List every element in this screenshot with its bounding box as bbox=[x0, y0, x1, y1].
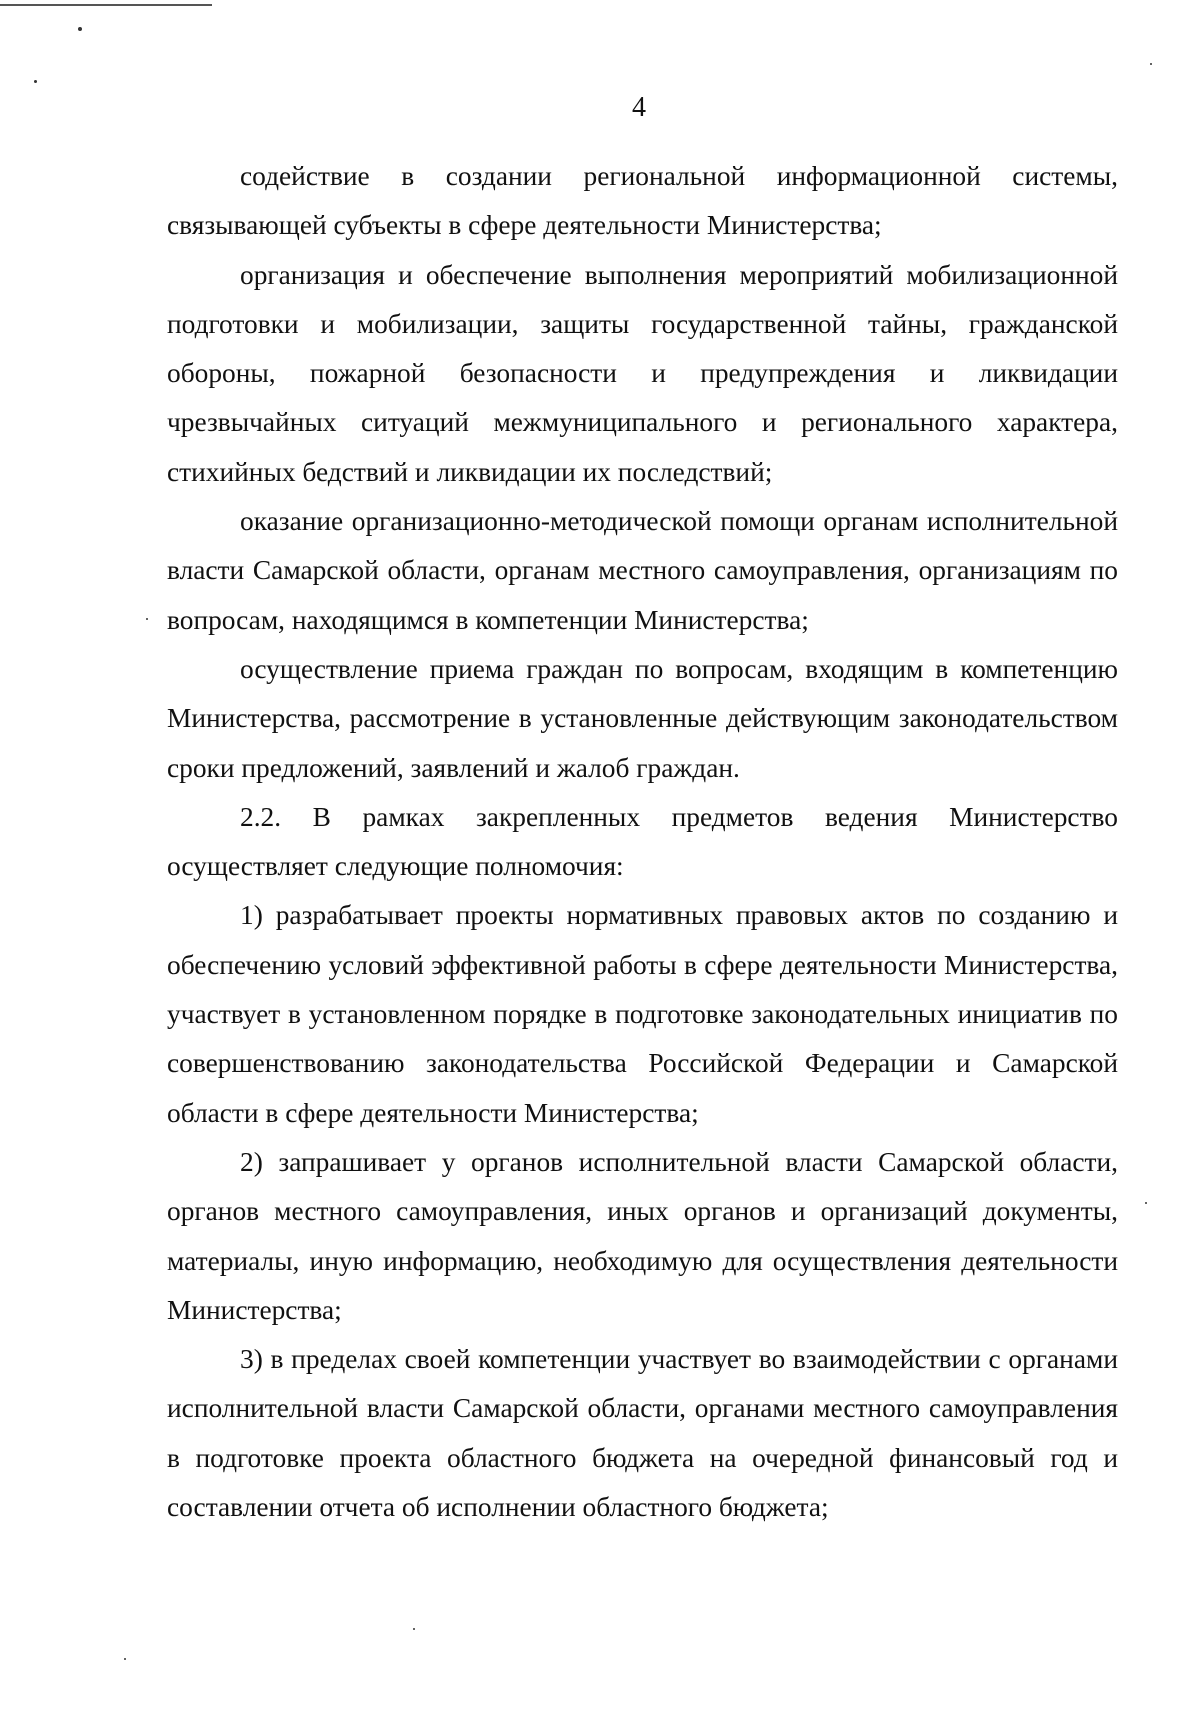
scan-speck bbox=[1150, 63, 1152, 65]
scan-speck bbox=[413, 1628, 415, 1630]
scan-speck bbox=[34, 80, 37, 83]
paragraph-item-3: 3) в пределах своей компетенции участвует во взаимодействии с органами исполнительной власти Самарской области, органами местного самоуправления в подготовке проекта областного бюджета на очередной финансовый год и составлении отчета об исполнении областного бюджета; bbox=[167, 1344, 1118, 1523]
scan-speck bbox=[78, 27, 82, 31]
page-number: 4 bbox=[632, 92, 646, 123]
paragraph-item-2: 2) запрашивает у органов исполнительной власти Самарской области, органов местного самоуправления, иных органов и организаций документы, материалы, иную информацию, необходимую для осуществления деятельности Министерства; bbox=[167, 1146, 1118, 1325]
paragraph-information-system: содействие в создании региональной информационной системы, связывающей субъекты в сфере деятельности Министерства; bbox=[167, 161, 1118, 241]
paragraph-mobilization: организация и обеспечение выполнения мероприятий мобилизационной подготовки и мобилизации, защиты государственной тайны, гражданской обороны, пожарной безопасности и предупреждения и ликвидации чрезвычайных ситуаций межмуниципального и регионального характера, стихийных бедствий и ликвидации их последствий; bbox=[167, 259, 1118, 487]
paragraph-item-1: 1) разрабатывает проекты нормативных правовых актов по созданию и обеспечению условий эффективной работы в сфере деятельности Министерства, участвует в установленном порядке в подготовке законодательных инициатив по совершенствованию законодательства Российской Федерации и Самарской области в сфере деятельности Министерства; bbox=[167, 900, 1118, 1128]
paragraph-section-2-2: 2.2. В рамках закрепленных предметов ведения Министерство осуществляет следующие полномочия: bbox=[167, 801, 1118, 882]
document-body bbox=[167, 152, 1118, 1532]
paragraph-citizen-reception: осуществление приема граждан по вопросам, входящим в компетенцию Министерства, рассмотрение в установленные действующим законодательством сроки предложений, заявлений и жалоб граждан. bbox=[167, 653, 1118, 783]
top-border-line bbox=[0, 4, 212, 6]
paragraph-methodical-assistance: оказание организационно-методической помощи органам исполнительной власти Самарской области, органам местного самоуправления, организациям по вопросам, находящимся в компетенции Министерства; bbox=[167, 506, 1118, 635]
scan-speck bbox=[1145, 1202, 1147, 1204]
scan-speck bbox=[146, 618, 148, 620]
scan-speck bbox=[124, 1658, 126, 1660]
